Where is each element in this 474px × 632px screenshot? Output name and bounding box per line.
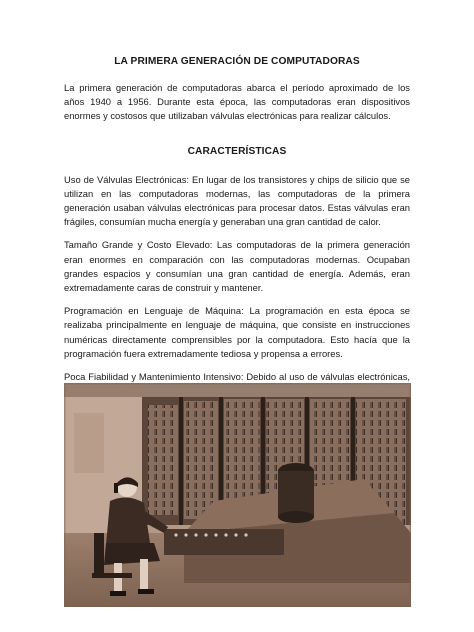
paragraph-programacion: Programación en Lenguaje de Máquina: La programación en esta época se realizaba principalmente en lenguaje de máquina, que consiste en instrucciones numéricas directamente comprensibles por la computadora. Esto hacía que la programación fuera extremadamente tediosa y propensa a errores.	[64, 305, 410, 359]
historical-computer-photo	[64, 383, 411, 607]
paragraph-valvulas: Uso de Válvulas Electrónicas: En lugar de los transistores y chips de silicio que se utilizan en las computadoras modernas, las computadoras de la primera generación usaban válvulas electrónicas para procesar datos. Estas válvulas eran frágiles, consumían mucha energía y generaban una gran cantidad de calor.	[64, 173, 410, 228]
intro-paragraph: La primera generación de computadoras abarca el período aproximado de los años 1940 a 1956. Durante esta época, las computadoras eran dispositivos enormes y costosos que utilizaban válvulas electrónicas para realizar cálculos.	[64, 82, 410, 122]
paragraph-fiabilidad: Poca Fiabilidad y Mantenimiento Intensivo: Debido al uso de válvulas electrónicas,	[64, 371, 410, 383]
document-title: LA PRIMERA GENERACIÓN DE COMPUTADORAS	[114, 56, 360, 67]
paragraph-tamano: Tamaño Grande y Costo Elevado: Las computadoras de la primera generación eran enormes en comparación con las computadoras modernas. Ocupaban grandes espacios y consumían una gran cantidad de energía. Además, eran extremadamente caras de construir y mantener.	[64, 239, 410, 294]
section-heading: CARACTERÍSTICAS	[187, 145, 287, 157]
